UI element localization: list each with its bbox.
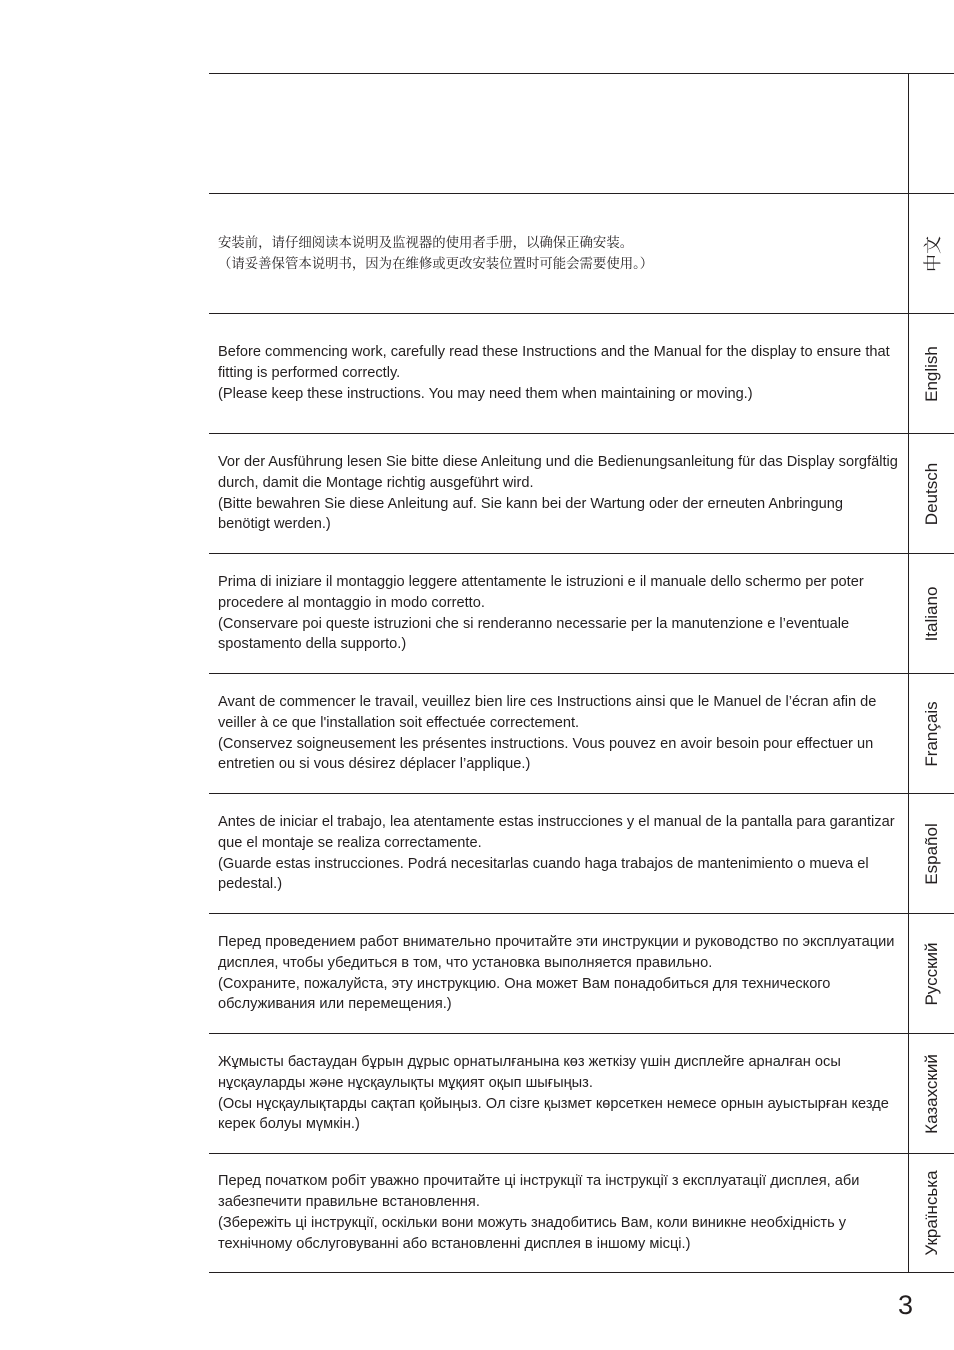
table-row-spanish xyxy=(209,793,954,913)
instruction-paragraph: (Сохраните, пожалуйста, эту инструкцию. Она может Вам понадобиться для технического обслуживания или перемещения.) xyxy=(218,975,831,1013)
instruction-paragraph: (Осы нұсқаулықтарды сақтап қойыңыз. Ол сізге қызмет көрсеткен немесе орнын ауыстырған кезде керек болуы мүмкін.) xyxy=(218,1095,889,1133)
instruction-paragraph: (Conservare poi queste istruzioni che si renderanno necessarie per la manutenzione e l’eventuale spostamento della supporto.) xyxy=(218,615,850,653)
language-instructions-table xyxy=(209,73,954,1273)
instruction-paragraph: Перед проведением работ внимательно прочитайте эти инструкции и руководство по эксплуатации дисплея, чтобы убедиться в том, что установка выполняется правильно. xyxy=(218,933,895,971)
language-label-german: Deutsch xyxy=(921,462,941,525)
table-row-kazakh xyxy=(209,1033,954,1153)
instruction-paragraph: (Please keep these instructions. You may need them when maintaining or moving.) xyxy=(218,385,753,402)
language-label-cell xyxy=(909,794,954,913)
instruction-paragraph: Antes de iniciar el trabajo, lea atentamente estas instrucciones y el manual de la pantalla para garantizar que el montaje se realiza correctamente. xyxy=(218,813,895,851)
language-label-kazakh: Казахский xyxy=(921,1053,941,1134)
page-number: 3 xyxy=(898,1290,914,1320)
instruction-text-russian xyxy=(218,914,898,1033)
instruction-paragraph: （请妥善保管本说明书，因为在维修或更改安装位置时可能会需要使用。） xyxy=(218,256,654,272)
instruction-paragraph: (Bitte bewahren Sie diese Anleitung auf. Sie kann bei der Wartung oder der erneuten Anbringung benötigt werden.) xyxy=(218,495,843,533)
table-row-russian xyxy=(209,913,954,1033)
instruction-text-french xyxy=(218,674,898,793)
instruction-paragraph: Before commencing work, carefully read these Instructions and the Manual for the display to ensure that fitting is performed correctly. xyxy=(218,344,890,382)
instruction-paragraph: Avant de commencer le travail, veuillez bien lire ces Instructions ainsi que le Manuel de l’écran afin de veiller à ce que l'installation soit effectuée correctement. xyxy=(218,693,877,731)
instruction-paragraph: (Conservez soigneusement les présentes instructions. Vous pouvez en avoir besoin pour effectuer un entretien ou si vous désirez déplacer l’applique.) xyxy=(218,735,874,773)
table-row-blank xyxy=(209,73,954,193)
table-row-ukrainian xyxy=(209,1153,954,1273)
table-row-german xyxy=(209,433,954,553)
instruction-text-chinese xyxy=(218,194,898,313)
instruction-text-italian xyxy=(218,554,898,673)
table-row-chinese xyxy=(209,193,954,313)
instruction-text-german xyxy=(218,434,898,553)
instruction-paragraph: (Збережіть ці інструкції, оскільки вони можуть знадобитись Вам, коли виникне необхідність у технічному обслуговуванні або встановленні дисплея в іншому місці.) xyxy=(218,1215,847,1252)
column-divider xyxy=(908,74,909,193)
language-label-english: English xyxy=(921,345,941,402)
language-label-cell xyxy=(909,194,954,313)
language-label-cell xyxy=(909,554,954,673)
language-label-cell xyxy=(909,434,954,553)
instruction-text-kazakh xyxy=(218,1034,898,1153)
instruction-text-english xyxy=(218,314,898,433)
instruction-paragraph: Prima di iniziare il montaggio leggere attentamente le istruzioni e il manuale dello schermo per poter procedere al montaggio in modo corretto. xyxy=(218,573,864,611)
language-label-russian: Русский xyxy=(921,941,941,1006)
language-label-cell xyxy=(909,674,954,793)
language-label-ukrainian: Українська xyxy=(921,1170,941,1256)
instruction-paragraph: 安装前，请仔细阅读本说明及监视器的使用者手册，以确保正确安装。 xyxy=(218,235,634,251)
instruction-paragraph: Vor der Ausführung lesen Sie bitte diese Anleitung und die Bedienungsanleitung für das Display sorgfältig durch, damit die Montage richtig ausgeführt wird. xyxy=(218,453,898,491)
instruction-text-ukrainian xyxy=(218,1154,898,1272)
instruction-paragraph: (Guarde estas instrucciones. Podrá necesitarlas cuando haga trabajos de mantenimiento o mueva el pedestal.) xyxy=(218,855,869,893)
instruction-paragraph: Перед початком робіт уважно прочитайте ці інструкції та інструкції з експлуатації дисплея, аби забезпечити правильне встановлення. xyxy=(218,1173,860,1211)
table-row-french xyxy=(209,673,954,793)
language-label-spanish: Español xyxy=(921,822,941,885)
language-label-french: Français xyxy=(921,700,941,767)
language-label-cell xyxy=(909,1034,954,1153)
language-label-cell xyxy=(909,314,954,433)
language-label-cell xyxy=(909,1154,954,1272)
language-label-italian: Italiano xyxy=(921,586,941,641)
table-row-english xyxy=(209,313,954,433)
language-label-cell xyxy=(909,914,954,1033)
language-label-chinese: 中文 xyxy=(922,235,944,272)
instruction-text-spanish xyxy=(218,794,898,913)
instruction-paragraph: Жұмысты бастаудан бұрын дұрыс орнатылғанына көз жеткізу үшін дисплейге арналған осы нұсқауларды және нұсқаулықты мұқият оқып шығыңыз. xyxy=(218,1053,841,1091)
table-row-italian xyxy=(209,553,954,673)
